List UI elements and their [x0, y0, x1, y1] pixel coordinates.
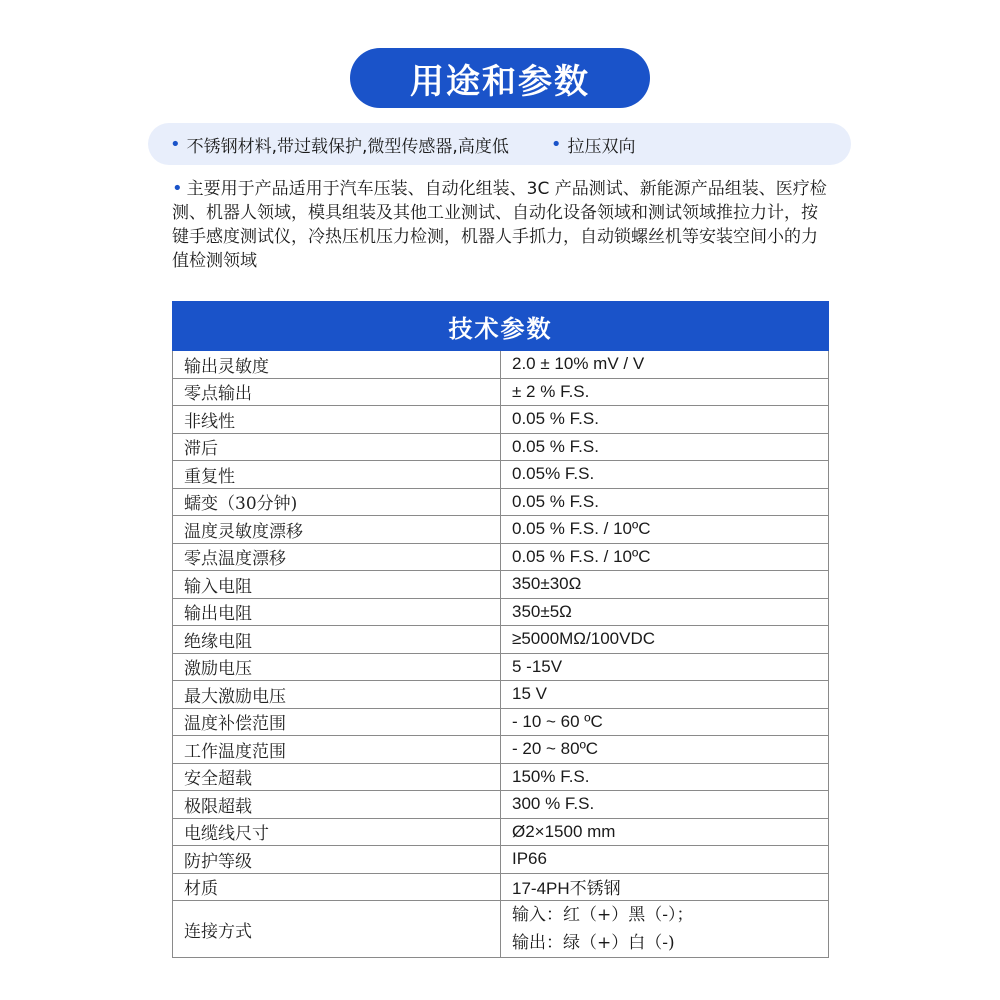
param-name: 绝缘电阻 [173, 626, 501, 654]
table-row [173, 681, 829, 709]
param-value: Ø2×1500 mm [501, 818, 829, 846]
param-value: 0.05 % F.S. / 10ºC [501, 516, 829, 544]
table-row [173, 406, 829, 434]
table-row [173, 598, 829, 626]
param-value: 350±30Ω [501, 571, 829, 599]
param-value: 0.05 % F.S. [501, 488, 829, 516]
table-row [173, 626, 829, 654]
param-name: 温度补偿范围 [173, 708, 501, 736]
table-row [173, 763, 829, 791]
bullet-icon: • [550, 133, 562, 155]
param-name: 极限超载 [173, 791, 501, 819]
table-row [173, 901, 829, 958]
param-name: 温度灵敏度漂移 [173, 516, 501, 544]
table-row [173, 818, 829, 846]
bullet-icon: • [172, 178, 183, 199]
param-name: 激励电压 [173, 653, 501, 681]
bullet-icon: • [170, 133, 181, 155]
param-name: 防护等级 [173, 846, 501, 874]
param-name: 蠕变（30分钟) [173, 488, 501, 516]
param-value: - 10 ~ 60 ºC [501, 708, 829, 736]
table-title: 技术参数 [173, 302, 829, 351]
feature-text: 拉压双向 [567, 136, 636, 157]
param-name: 工作温度范围 [173, 736, 501, 764]
spec-table-body [173, 351, 829, 901]
feature-item [170, 132, 509, 157]
param-name: 零点输出 [173, 378, 501, 406]
param-name: 输出电阻 [173, 598, 501, 626]
param-name: 安全超载 [173, 763, 501, 791]
table-row [173, 873, 829, 901]
param-value: IP66 [501, 846, 829, 874]
table-row [173, 708, 829, 736]
table-row [173, 461, 829, 489]
param-value: 0.05 % F.S. [501, 406, 829, 434]
param-value: 17-4PH不锈钢 [501, 873, 829, 901]
feature-item [551, 132, 636, 157]
description-text: 主要用于产品适用于汽车压装、自动化组装、3C 产品测试、新能源产品组装、医疗检测、机器人领域，模具组装及其他工业测试、自动化设备领域和测试领域推拉力计，按键手感度测试仪，冷热压机压力检测，机器人手抓力，自动锁螺丝机等安装空间小的力值检测领域 [172, 179, 827, 271]
table-row [173, 433, 829, 461]
param-value: 2.0 ± 10% mV / V [501, 351, 829, 379]
param-value: 5 -15V [501, 653, 829, 681]
param-value: 150% F.S. [501, 763, 829, 791]
param-value: ± 2 % F.S. [501, 378, 829, 406]
param-value: 15 V [501, 681, 829, 709]
page-title: 用途和参数 [350, 48, 650, 108]
param-name: 重复性 [173, 461, 501, 489]
table-row [173, 516, 829, 544]
connection-input: 输入：红（+）黑（-）； [512, 905, 694, 925]
param-value: 0.05 % F.S. [501, 433, 829, 461]
param-name: 最大激励电压 [173, 681, 501, 709]
param-name: 材质 [173, 873, 501, 901]
param-value: ≥5000MΩ/100VDC [501, 626, 829, 654]
spec-table [172, 301, 829, 958]
param-value: 0.05 % F.S. / 10ºC [501, 543, 829, 571]
connection-output: 输出：绿（+）白（-) [512, 933, 675, 953]
table-row [173, 736, 829, 764]
param-value: - 20 ~ 80ºC [501, 736, 829, 764]
table-row [173, 846, 829, 874]
param-name: 输入电阻 [173, 571, 501, 599]
table-row [173, 653, 829, 681]
param-name: 零点温度漂移 [173, 543, 501, 571]
param-name: 非线性 [173, 406, 501, 434]
param-value: 300 % F.S. [501, 791, 829, 819]
param-value: 350±5Ω [501, 598, 829, 626]
table-row [173, 571, 829, 599]
param-value [501, 901, 829, 958]
param-value: 0.05% F.S. [501, 461, 829, 489]
application-description [172, 177, 832, 273]
feature-bar [148, 123, 851, 165]
feature-text: 不锈钢材料,带过载保护,微型传感器,高度低 [186, 136, 509, 157]
table-row [173, 488, 829, 516]
param-name: 电缆线尺寸 [173, 818, 501, 846]
table-row [173, 378, 829, 406]
param-name: 输出灵敏度 [173, 351, 501, 379]
param-name: 连接方式 [173, 901, 501, 958]
param-name: 滞后 [173, 433, 501, 461]
table-row [173, 791, 829, 819]
table-row [173, 543, 829, 571]
table-row [173, 351, 829, 379]
